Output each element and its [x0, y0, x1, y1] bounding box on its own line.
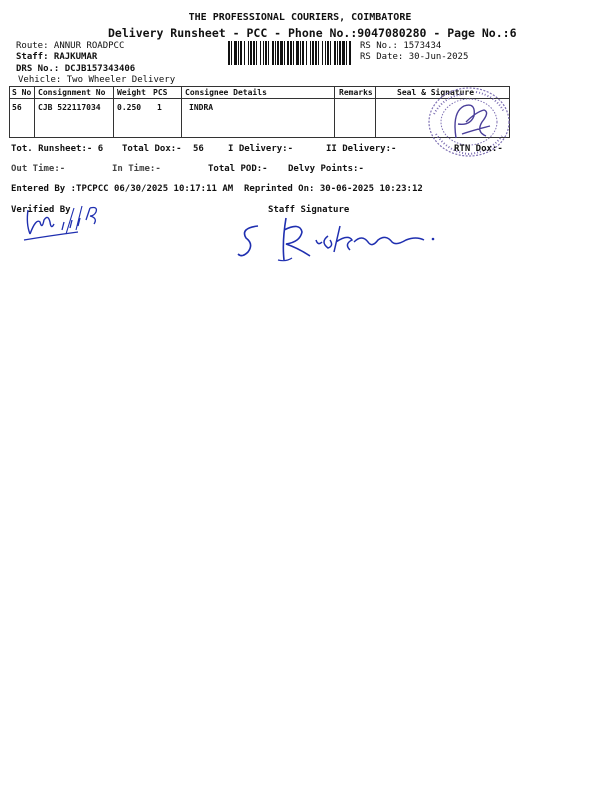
row-consignment: CJB 522117034 — [38, 103, 101, 112]
barcode-bar — [284, 41, 285, 65]
barcode-bar — [330, 41, 331, 65]
barcode-bar — [253, 41, 255, 65]
barcode-bar — [228, 41, 230, 65]
header-pcs: PCS — [153, 88, 168, 97]
barcode-bar — [315, 41, 317, 65]
barcode-bar — [349, 41, 351, 65]
barcode-bars — [228, 41, 352, 65]
company-name: THE PROFESSIONAL COURIERS, COIMBATORE — [188, 12, 412, 23]
barcode-bar — [318, 41, 319, 65]
barcode — [228, 41, 352, 65]
rs-date: RS Date: 30-Jun-2025 — [360, 52, 469, 62]
barcode-bar — [322, 41, 323, 65]
in-time: In Time:- — [112, 164, 161, 174]
header-remarks: Remarks — [339, 88, 373, 97]
barcode-bar — [310, 41, 311, 65]
total-dox-value: 56 — [193, 144, 204, 154]
delvy-points: Delvy Points:- — [288, 164, 364, 174]
barcode-bar — [325, 41, 326, 65]
barcode-bar — [240, 41, 242, 65]
barcode-bar — [250, 41, 252, 65]
header-seal: Seal & Signature — [397, 88, 475, 97]
total-pod: Total POD:- — [208, 164, 268, 174]
barcode-bar — [268, 41, 269, 65]
barcode-bar — [290, 41, 292, 65]
barcode-bar — [280, 41, 283, 65]
verifier-signature — [18, 200, 128, 250]
barcode-bar — [256, 41, 257, 65]
staff-signature-label: Staff Signature — [268, 205, 350, 215]
barcode-bar — [327, 41, 329, 65]
barcode-bar — [337, 41, 338, 65]
i-delivery: I Delivery:- — [228, 144, 294, 154]
barcode-bar — [302, 41, 304, 65]
barcode-bar — [293, 41, 294, 65]
barcode-bar — [296, 41, 299, 65]
barcode-bar — [244, 41, 245, 65]
rs-number: RS No.: 1573434 — [360, 41, 442, 51]
row-weight: 0.250 — [117, 103, 142, 112]
tot-runsheet: Tot. Runsheet:- 6 — [11, 144, 104, 154]
staff-signature — [236, 212, 446, 272]
barcode-bar — [339, 41, 341, 65]
total-dox-label: Total Dox:- — [122, 144, 182, 154]
barcode-bar — [306, 41, 307, 65]
barcode-bar — [277, 41, 279, 65]
barcode-bar — [342, 41, 345, 65]
barcode-bar — [265, 41, 267, 65]
reprinted-on: Reprinted On: 30-06-2025 10:23:12 — [244, 184, 423, 194]
drs-number: DRS No.: DCJB157343406 — [16, 64, 136, 74]
barcode-bar — [334, 41, 336, 65]
barcode-bar — [231, 41, 232, 65]
runsheet-title: Delivery Runsheet - PCC - Phone No.:9047080280 - Page No.:6 — [108, 26, 517, 40]
vehicle-text: Vehicle: Two Wheeler Delivery — [18, 75, 176, 85]
barcode-bar — [300, 41, 301, 65]
barcode-bar — [272, 41, 274, 65]
out-time: Out Time:- — [11, 164, 66, 174]
barcode-bar — [238, 41, 239, 65]
header-consignment: Consignment No — [38, 88, 106, 97]
entered-by: Entered By :TPCPCC 06/30/2025 10:17:11 AM — [11, 184, 234, 194]
verified-by-label: Verified By — [11, 205, 71, 215]
header-weight: Weight — [117, 88, 146, 97]
barcode-bar — [248, 41, 249, 65]
barcode-bar — [287, 41, 289, 65]
row-pcs: 1 — [157, 103, 162, 112]
row-consignee: INDRA — [189, 103, 214, 112]
barcode-bar — [275, 41, 276, 65]
row-sno: 56 — [12, 103, 22, 112]
rtn-dox: RTN Dox:- — [454, 144, 503, 154]
barcode-bar — [263, 41, 264, 65]
header-consignee: Consignee Details — [185, 88, 267, 97]
barcode-bar — [346, 41, 347, 65]
ii-delivery: II Delivery:- — [326, 144, 397, 154]
barcode-bar — [260, 41, 261, 65]
staff-text: Staff: RAJKUMAR — [16, 52, 98, 62]
route-text: Route: ANNUR ROADPCC — [16, 41, 125, 51]
header-sno: S No — [12, 88, 32, 97]
barcode-bar — [234, 41, 237, 65]
barcode-bar — [312, 41, 314, 65]
